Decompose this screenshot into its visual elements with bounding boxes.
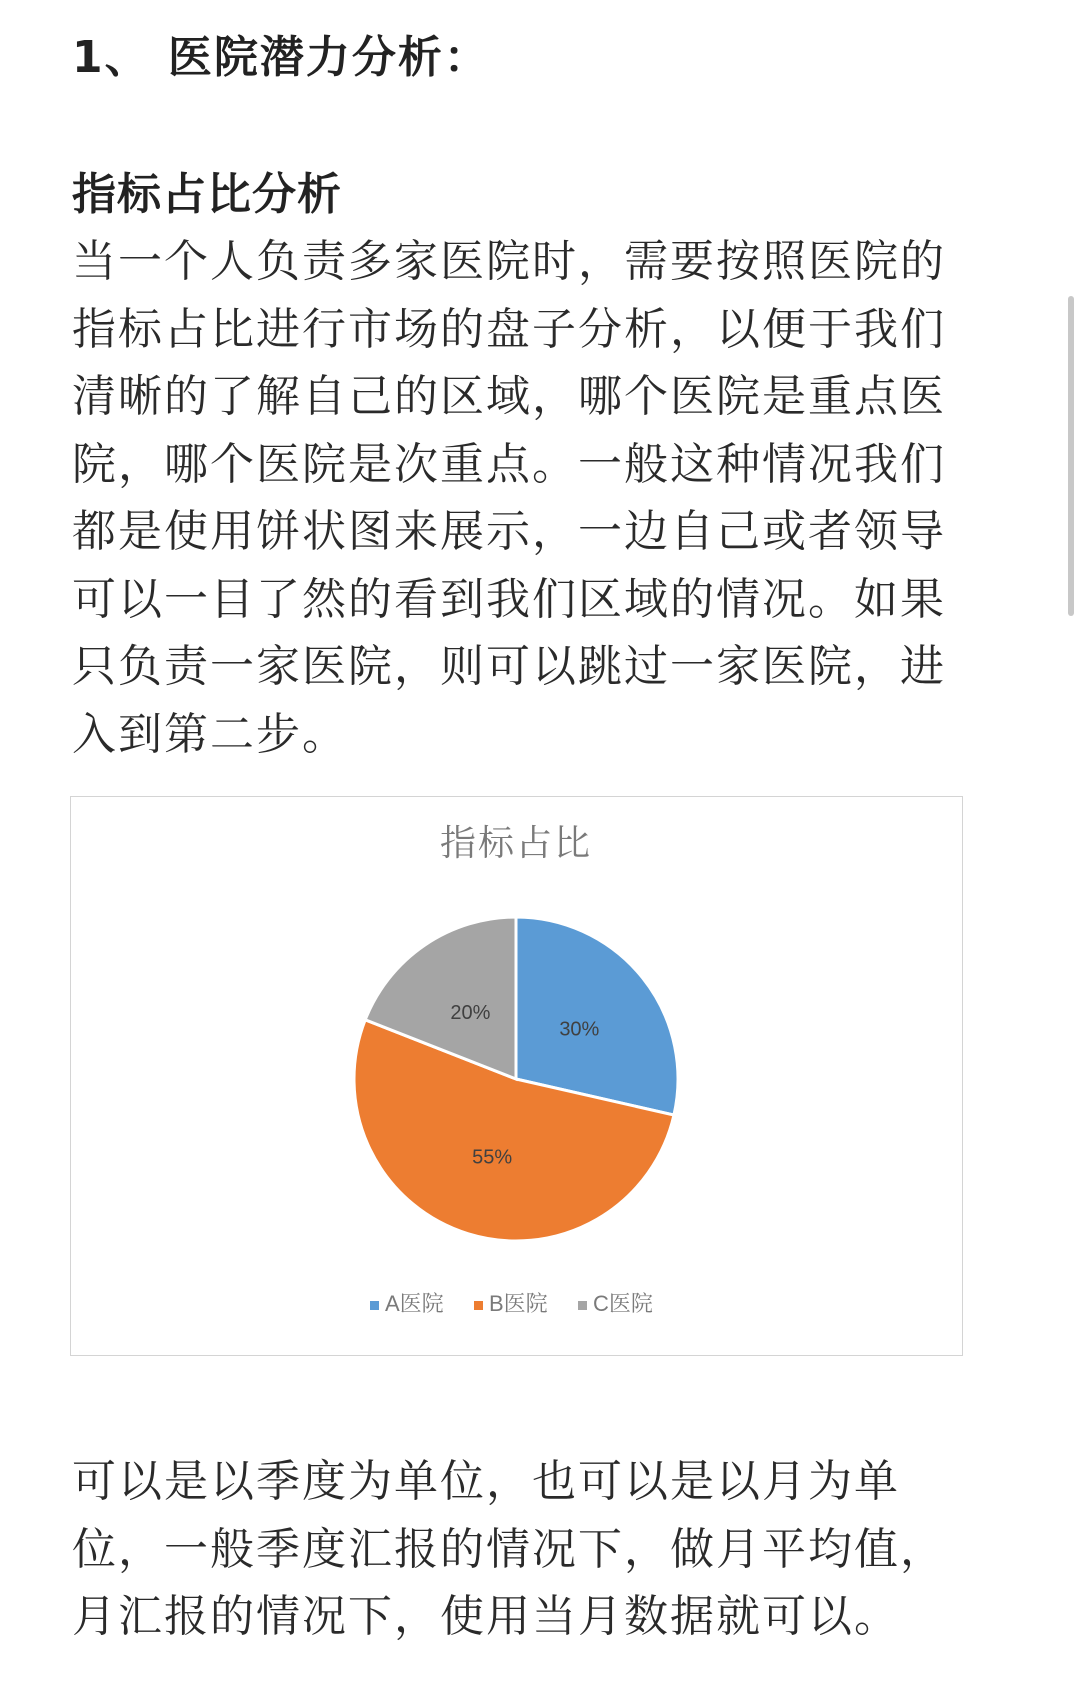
pie-data-label: 30%: [559, 1018, 600, 1041]
paragraph-line: 位，一般季度汇报的情况下，做月平均值，: [72, 1523, 946, 1575]
pie-slices: [354, 917, 678, 1241]
scrollbar[interactable]: [1068, 296, 1074, 616]
paragraph-line: 指标占比进行市场的盘子分析，以便于我们: [72, 303, 946, 355]
legend-label: A医院: [385, 1291, 444, 1316]
legend-swatch: [370, 1301, 379, 1310]
pie-data-label: 20%: [450, 1002, 491, 1025]
legend-label: C医院: [593, 1291, 653, 1316]
section-heading: 1、 医院潜力分析：: [72, 32, 490, 83]
paragraph-line: 院，哪个医院是次重点。一般这种情况我们: [72, 438, 946, 490]
subheading: 指标占比分析: [72, 169, 342, 220]
paragraph-line: 当一个人负责多家医院时，需要按照医院的: [72, 236, 946, 287]
paragraph-line: 月汇报的情况下，使用当月数据就可以。: [72, 1591, 900, 1642]
legend-swatch: [578, 1301, 587, 1310]
legend-label: B医院: [489, 1291, 548, 1316]
paragraph-line: 入到第二步。: [72, 708, 348, 760]
paragraph-line: 可以是以季度为单位，也可以是以月为单: [72, 1456, 900, 1507]
pie-chart-figure: [70, 796, 963, 1356]
paragraph-line: 都是使用饼状图来展示，一边自己或者领导: [72, 506, 946, 557]
paragraph-line: 清晰的了解自己的区域，哪个医院是重点医: [72, 371, 946, 422]
intro-paragraph: [72, 228, 992, 768]
closing-paragraph: [72, 1448, 992, 1651]
paragraph-line: 只负责一家医院，则可以跳过一家医院，进: [72, 641, 946, 692]
pie-chart: [71, 797, 961, 1354]
legend-swatch: [474, 1301, 483, 1310]
chart-legend: [370, 1291, 653, 1316]
paragraph-line: 可以一目了然的看到我们区域的情况。如果: [72, 573, 946, 625]
pie-data-label: 55%: [472, 1146, 513, 1169]
chart-title: 指标占比: [439, 822, 593, 863]
